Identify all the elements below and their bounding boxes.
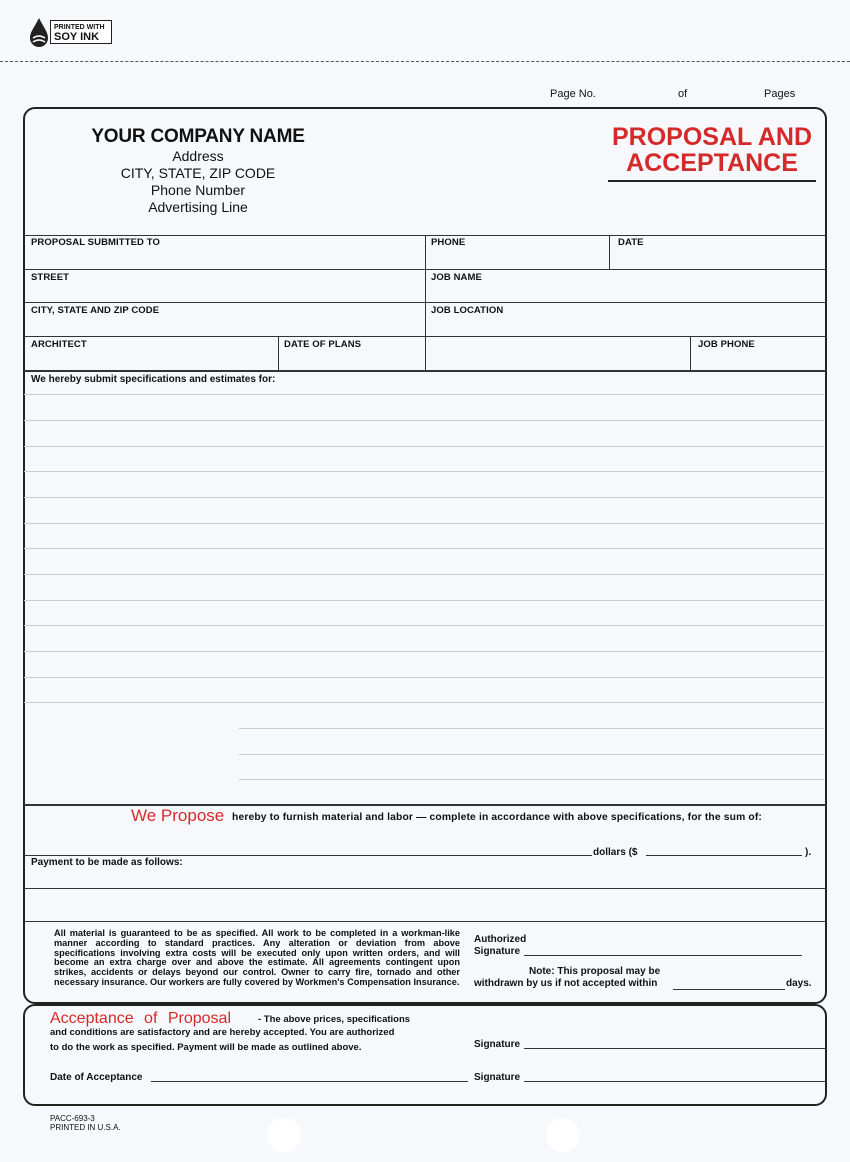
payment-label: Payment to be made as follows:	[31, 857, 183, 868]
writing-rule	[24, 625, 824, 626]
authorized-label	[474, 934, 526, 958]
acceptance-heading: Acceptance of Proposal	[50, 1010, 231, 1027]
grid-divider	[690, 336, 691, 370]
company-address: Address	[172, 148, 224, 164]
submitted-to-field[interactable]: PROPOSAL SUBMITTED TO	[31, 237, 160, 248]
writing-rule	[24, 677, 824, 678]
acceptance-signature2-line[interactable]	[524, 1081, 826, 1082]
form-title	[608, 124, 816, 182]
writing-rule	[24, 651, 824, 652]
date-field[interactable]: DATE	[618, 237, 644, 248]
sum-words-line[interactable]	[24, 855, 592, 856]
authorized-line2: Signature	[474, 946, 521, 957]
date-of-plans-field[interactable]: DATE OF PLANS	[284, 339, 362, 350]
page-of-label: of	[678, 88, 688, 100]
phone-field[interactable]: PHONE	[431, 237, 466, 248]
specs-writing-area[interactable]	[24, 372, 826, 804]
company-city: CITY, STATE, ZIP CODE	[120, 165, 276, 181]
writing-rule	[24, 523, 824, 524]
form-title-line1: PROPOSAL AND	[611, 123, 813, 151]
binding-hole	[546, 1118, 580, 1152]
job-location-field[interactable]: JOB LOCATION	[431, 305, 504, 316]
writing-rule	[239, 728, 824, 729]
specs-intro: We hereby submit specifications and estimates for:	[31, 374, 276, 385]
page-no-label: Page No.	[550, 88, 596, 100]
days-line[interactable]	[673, 989, 785, 990]
note-line2: withdrawn by us if not accepted within	[474, 978, 658, 989]
writing-rule	[239, 754, 824, 755]
writing-rule	[24, 446, 824, 447]
writing-rule	[24, 471, 824, 472]
grid-divider	[425, 235, 426, 370]
payment-line[interactable]	[24, 921, 826, 922]
job-phone-field[interactable]: JOB PHONE	[698, 339, 755, 350]
authorized-signature-line[interactable]	[524, 955, 802, 956]
note-line1: Note: This proposal may be	[529, 966, 661, 977]
binding-hole	[267, 1118, 301, 1152]
job-name-field[interactable]: JOB NAME	[431, 272, 482, 283]
writing-rule	[24, 497, 824, 498]
architect-field[interactable]: ARCHITECT	[31, 339, 87, 350]
sum-amount-line[interactable]	[646, 855, 802, 856]
grid-divider	[278, 336, 279, 370]
writing-rule	[24, 574, 824, 575]
writing-rule	[24, 702, 824, 703]
company-phone: Phone Number	[150, 182, 246, 198]
soy-ink-badge	[50, 20, 112, 44]
date-of-acceptance-label: Date of Acceptance	[50, 1072, 143, 1083]
dollars-close: ).	[805, 847, 812, 858]
company-block	[62, 126, 334, 216]
soy-droplet-icon	[28, 16, 50, 48]
form-code: PACC-693-3	[50, 1114, 95, 1123]
writing-rule	[24, 548, 824, 549]
dollars-label: dollars ($	[593, 847, 638, 858]
soy-line1: PRINTED WITH	[54, 24, 105, 31]
grid-divider	[609, 235, 610, 269]
city-state-zip-field[interactable]: CITY, STATE AND ZIP CODE	[31, 305, 160, 316]
acceptance-signature-line[interactable]	[524, 1048, 826, 1049]
payment-line[interactable]	[24, 888, 826, 889]
date-of-acceptance-line[interactable]	[151, 1081, 468, 1082]
signature-label: Signature	[474, 1039, 521, 1050]
acceptance-line3: to do the work as specified. Payment will be made as outlined above.	[50, 1042, 362, 1053]
soy-line2: SOY INK	[54, 31, 100, 43]
acceptance-lead: - The above prices, specifications	[258, 1014, 411, 1025]
writing-rule	[239, 779, 824, 780]
street-field[interactable]: STREET	[31, 272, 70, 283]
we-propose-heading: We Propose	[131, 806, 225, 825]
pages-label: Pages	[764, 88, 796, 100]
form-title-line2: ACCEPTANCE	[626, 149, 798, 177]
company-advertising: Advertising Line	[148, 199, 248, 215]
legal-terms: All material is guaranteed to be as specified. All work to be completed in a workman-like manner according to standard practices. Any alteration or deviation from above specifications involving extra costs will be executed only upon written orders, and will become an extra charge over and above the estimate. All agreements contingent upon strikes, accidents or delays beyond our control. Owner to carry fire, tornado and other necessary insurance. Our workers are fully covered by Workmen's Compensation Insurance.	[54, 928, 460, 987]
signature2-label: Signature	[474, 1072, 521, 1083]
writing-rule	[24, 420, 824, 421]
acceptance-line2: and conditions are satisfactory and are hereby accepted. You are authorized	[50, 1027, 395, 1038]
perforation-line	[0, 61, 850, 62]
days-label: days.	[786, 978, 812, 989]
company-name: YOUR COMPANY NAME	[91, 126, 305, 147]
writing-rule	[24, 394, 824, 395]
printed-in: PRINTED IN U.S.A.	[50, 1123, 121, 1132]
writing-rule	[24, 600, 824, 601]
we-propose-text: hereby to furnish material and labor — complete in accordance with above specifications, for the sum of:	[232, 812, 762, 823]
authorized-line1: Authorized	[474, 934, 527, 945]
soy-ink-logo	[28, 16, 114, 48]
